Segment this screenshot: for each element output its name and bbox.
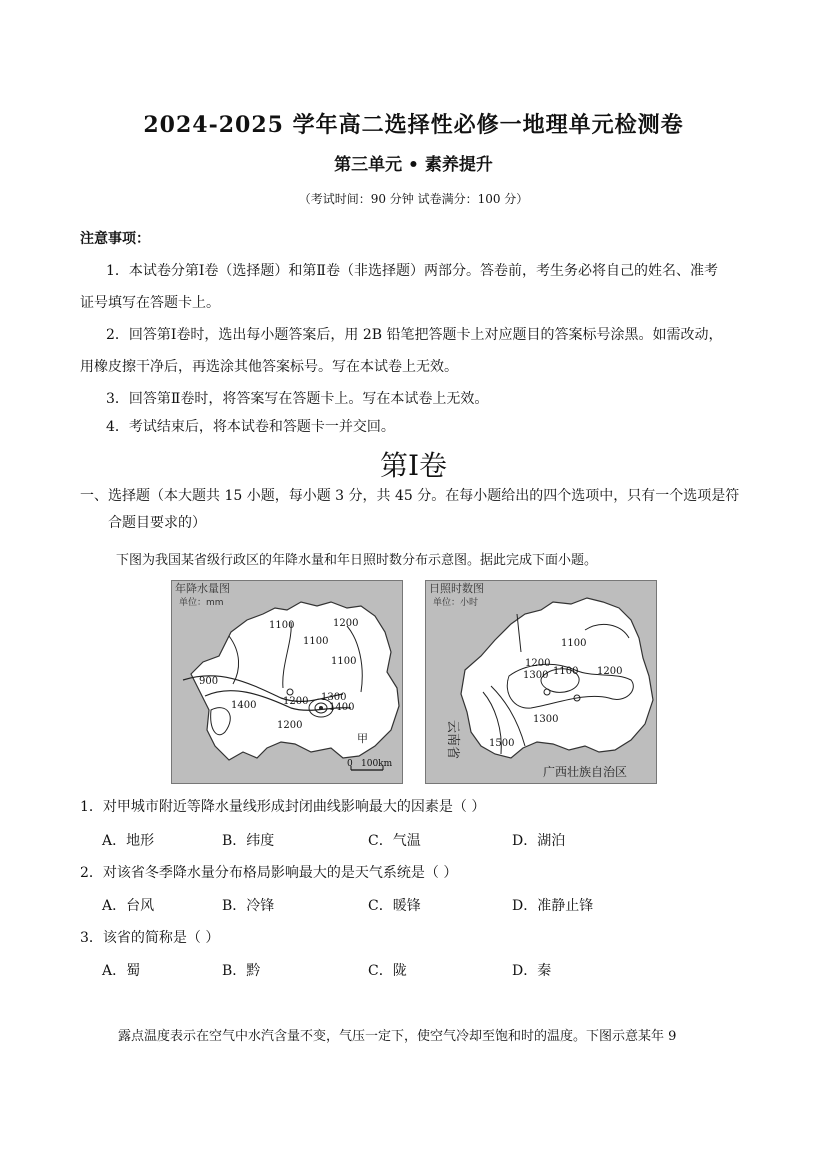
isoline-label: 1100 — [561, 638, 587, 649]
scale-label: 100km — [361, 759, 393, 769]
note-item-3: 3．回答第Ⅱ卷时，将答案写在答题卡上。写在本试卷上无效。 — [106, 391, 489, 407]
q3-option-a[interactable]: A．蜀 — [102, 963, 141, 979]
precip-map-title: 年降水量图 — [175, 582, 230, 595]
precip-map-unit: 单位：mm — [179, 598, 224, 608]
unit-subtitle: 第三单元 • 素养提升 — [334, 155, 493, 175]
note-item-1: 1．本试卷分第Ⅰ卷（选择题）和第Ⅱ卷（非选择题）两部分。答卷前，考生务必将自己的姓名、准考 — [106, 263, 718, 279]
q3-option-c[interactable]: C．陇 — [368, 963, 407, 979]
guangxi-label: 广西壮族自治区 — [543, 765, 628, 779]
isoline-label: 1200 — [597, 666, 623, 677]
question-1-stem: 1．对甲城市附近等降水量线形成封闭曲线影响最大的因素是（ ） — [80, 799, 486, 815]
q1-option-b[interactable]: B．纬度 — [222, 833, 275, 849]
city-jia-label: 甲 — [357, 732, 368, 745]
isoline-label: 1100 — [553, 666, 579, 677]
note-item-2-cont: 用橡皮擦干净后，再选涂其他答案标号。写在本试卷上无效。 — [80, 359, 458, 375]
isoline-label: 1500 — [489, 738, 515, 749]
exam-info: （考试时间：90 分钟 试卷满分：100 分） — [298, 192, 529, 206]
isoline-label: 1100 — [269, 620, 295, 631]
isoline-label: 1100 — [303, 636, 329, 647]
isoline-label: 1400 — [329, 702, 355, 713]
note-item-2: 2．回答第Ⅰ卷时，选出每小题答案后，用 2B 铅笔把答题卡上对应题目的答案标号涂黑。如需改动， — [106, 327, 723, 343]
isoline-label: 1300 — [321, 692, 347, 703]
part1-heading: 一、选择题（本大题共 15 小题，每小题 3 分，共 45 分。在每小题给出的四个选项中，只有一个选项是符 — [80, 488, 740, 504]
note-item-4: 4．考试结束后，将本试卷和答题卡一并交回。 — [106, 419, 395, 435]
question-2-stem: 2．对该省冬季降水量分布格局影响最大的是天气系统是（ ） — [80, 865, 458, 881]
notes-heading: 注意事项： — [80, 231, 150, 247]
isoline-label: 1300 — [523, 670, 549, 681]
isoline-label: 1300 — [533, 714, 559, 725]
isoline-label: 1200 — [277, 720, 303, 731]
q3-option-b[interactable]: B．黔 — [222, 963, 261, 979]
question-intro: 下图为我国某省级行政区的年降水量和年日照时数分布示意图。据此完成下面小题。 — [116, 553, 598, 568]
isoline-label: 900 — [199, 676, 219, 687]
isoline-label: 1200 — [333, 618, 359, 629]
sunshine-map — [425, 580, 657, 784]
q2-option-a[interactable]: A．台风 — [102, 898, 155, 914]
next-question-intro: 露点温度表示在空气中水汽含量不变，气压一定下，使空气冷却至饱和时的温度。下图示意某年 9 — [118, 1029, 677, 1044]
isoline-label: 1200 — [525, 658, 551, 669]
isoline-label: 1100 — [331, 656, 357, 667]
q1-option-c[interactable]: C．气温 — [368, 833, 421, 849]
exam-title: 2024-2025 学年高二选择性必修一地理单元检测卷 — [143, 112, 684, 138]
part1-heading-cont: 合题目要求的） — [108, 515, 206, 531]
precipitation-map — [171, 580, 403, 784]
q2-option-c[interactable]: C．暖锋 — [368, 898, 421, 914]
isoline-label: 1400 — [231, 700, 257, 711]
section-title: 第Ⅰ卷 — [379, 449, 448, 482]
note-item-1-cont: 证号填写在答题卡上。 — [80, 295, 220, 311]
q3-option-d[interactable]: D．秦 — [512, 963, 552, 979]
q1-option-d[interactable]: D．湖泊 — [512, 833, 566, 849]
q2-option-d[interactable]: D．准静止锋 — [512, 898, 594, 914]
question-3-stem: 3．该省的简称是（ ） — [80, 930, 220, 946]
isoline-label: 1200 — [283, 696, 309, 707]
sunshine-map-title: 日照时数图 — [429, 582, 484, 595]
q2-option-b[interactable]: B．冷锋 — [222, 898, 275, 914]
q1-option-a[interactable]: A．地形 — [102, 833, 155, 849]
city-jia-marker — [319, 706, 323, 710]
yunnan-label: 云南省 — [445, 720, 460, 760]
scale-zero: 0 — [347, 759, 353, 769]
sunshine-map-unit: 单位：小时 — [433, 598, 479, 608]
